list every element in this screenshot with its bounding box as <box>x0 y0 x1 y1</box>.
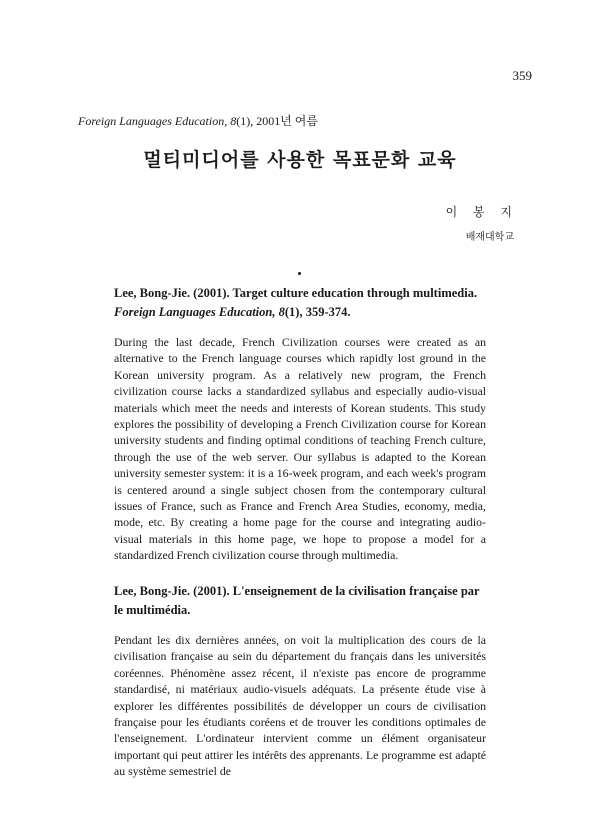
journal-volume: 8 <box>230 114 237 128</box>
english-abstract: During the last decade, French Civilization courses were created as an alternative to the French language courses which rapidly lost ground in the Korean university program. As a relatively new program, the French civilization course lacks a standardized syllabus and especially audio-visual materials which meet the needs and interests of Korean students. This study explores the possibility of developing a French Civilization course for Korean university students and finding optimal conditions of teaching French culture, through the use of the web server. Our syllabus is adapted to the Korean university semester system: it is a 16-week program, and each week's program is centered around a single subject chosen from the contemporary cultural issues of France, such as France and French Area Studies, economy, media, mode, etc. By creating a home page for the course and integrating audio-visual materials in this home page, we hope to propose a model for a standardized French civilization course through multimedia. <box>114 335 486 563</box>
english-citation-line: Lee, Bong-Jie. (2001). Target culture education through multimedia. <box>114 286 478 300</box>
author-affiliation: 배재대학교 <box>465 232 514 243</box>
french-abstract: Pendant les dix dernières années, on voit la multiplication des cours de la civilisation française au sein du département du français dans les universités coréennes. Phénomène assez récent, il n'existe pas encore de programme standardisé, ni matériaux audio-visuels adéquats. La présente étude vise à explorer les différentes possibilités de développer un cours de civilisation française pour les étudiants coréens et de trouver les conditions optimales de l'enseignement. L'ordinateur intervient comme un élément organisateur important qui peut attirer les intérêts des apprenants. Le programme est adapté au système semestriel de <box>114 633 486 779</box>
author-name: 이 봉 지 <box>445 205 518 219</box>
english-citation-journal: Foreign Languages Education, <box>114 305 276 319</box>
english-citation-volume: 8 <box>278 305 285 319</box>
journal-issue-year: (1), 2001 <box>236 114 281 128</box>
english-citation-pages: (1), 359-374. <box>284 305 351 319</box>
french-citation: Lee, Bong-Jie. (2001). L'enseignement de la civilisation française par le multimédia. <box>114 584 480 617</box>
separator-dot <box>298 272 301 275</box>
paper-title: 멀티미디어를 사용한 목표문화 교육 <box>143 149 457 171</box>
author-block <box>445 203 518 243</box>
journal-name: Foreign Languages Education, <box>78 114 228 128</box>
page-number: 359 <box>512 68 532 83</box>
english-citation <box>114 284 486 322</box>
journal-season: 년 여름 <box>280 114 318 128</box>
journal-header <box>78 112 318 129</box>
